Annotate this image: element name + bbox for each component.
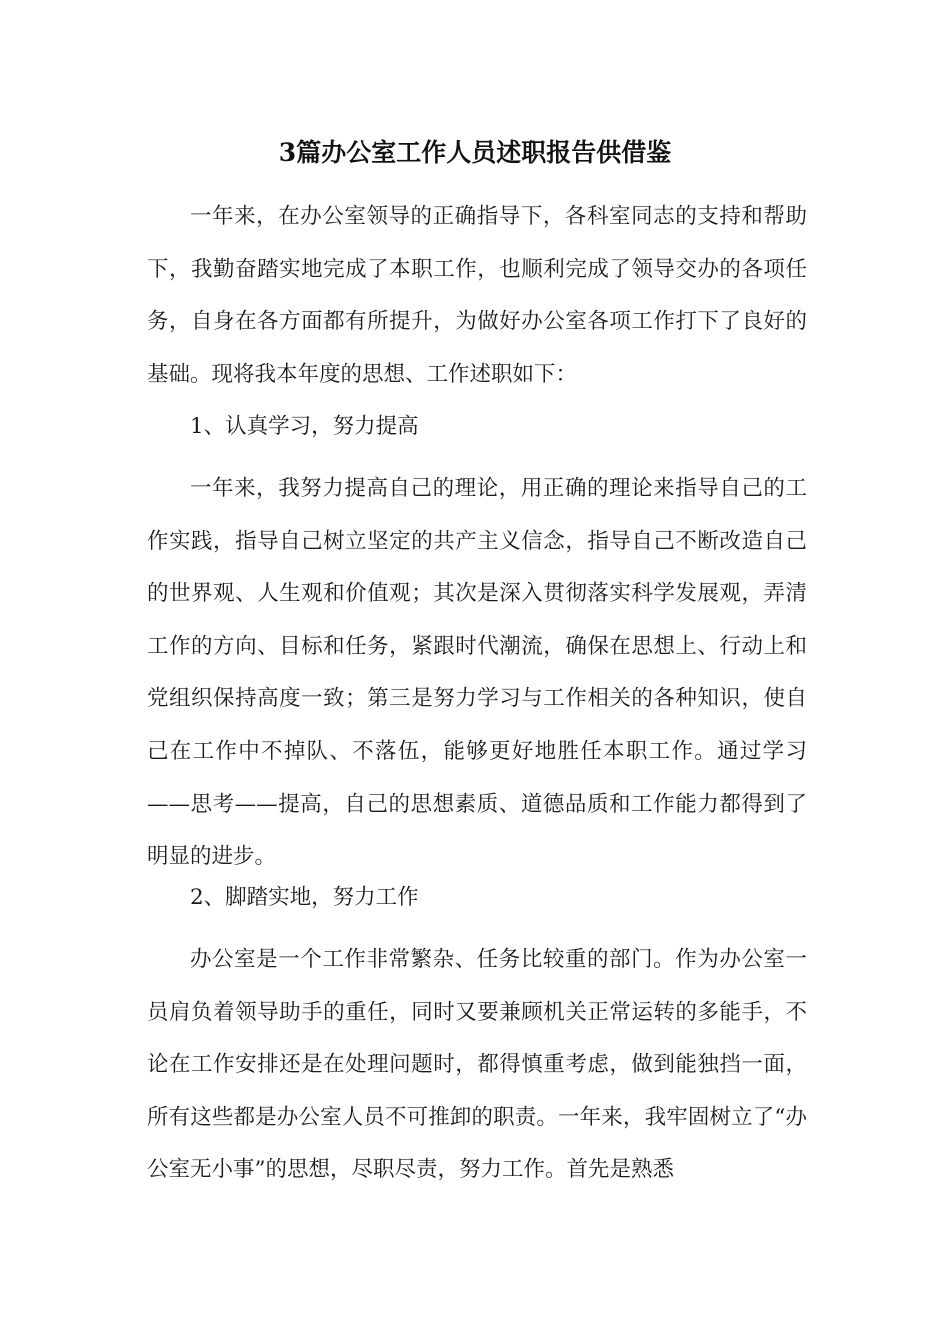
paragraph-section-1: 一年来，我努力提高自己的理论，用正确的理论来指导自己的工作实践，指导自己树立坚定的共产主义信念，指导自己不断改造自己的世界观、人生观和价值观；其次是深入贯彻落实科学发展观，弄清工作的方向、目标和任务，紧跟时代潮流，确保在思想上、行动上和党组织保持高度一致；第三是努力学习与工作相关的各种知识，使自己在工作中不掉队、不落伍，能够更好地胜任本职工作。通过学习——思考——提高，自己的思想素质、道德品质和工作能力都得到了明显的进步。 (147, 476, 807, 870)
section-heading-1: 1、认真学习，努力提高 (190, 414, 419, 439)
paragraph-section-2: 办公室是一个工作非常繁杂、任务比较重的部门。作为办公室一员肩负着领导助手的重任，同时又要兼顾机关正常运转的多能手，不论在工作安排还是在处理问题时，都得慎重考虑，做到能独挡一面，所有这些都是办公室人员不可推卸的职责。一年来，我牢固树立了“办公室无小事”的思想，尽职尽责，努力工作。首先是熟悉 (147, 947, 807, 1183)
section-heading-2: 2、脚踏实地，努力工作 (190, 885, 419, 910)
paragraph-intro: 一年来，在办公室领导的正确指导下，各科室同志的支持和帮助下，我勤奋踏实地完成了本职工作，也顺利完成了领导交办的各项任务，自身在各方面都有所提升，为做好办公室各项工作打下了良好的基础。现将我本年度的思想、工作述职如下： (147, 204, 807, 387)
document-title: 3篇办公室工作人员述职报告供借鉴 (278, 138, 672, 167)
